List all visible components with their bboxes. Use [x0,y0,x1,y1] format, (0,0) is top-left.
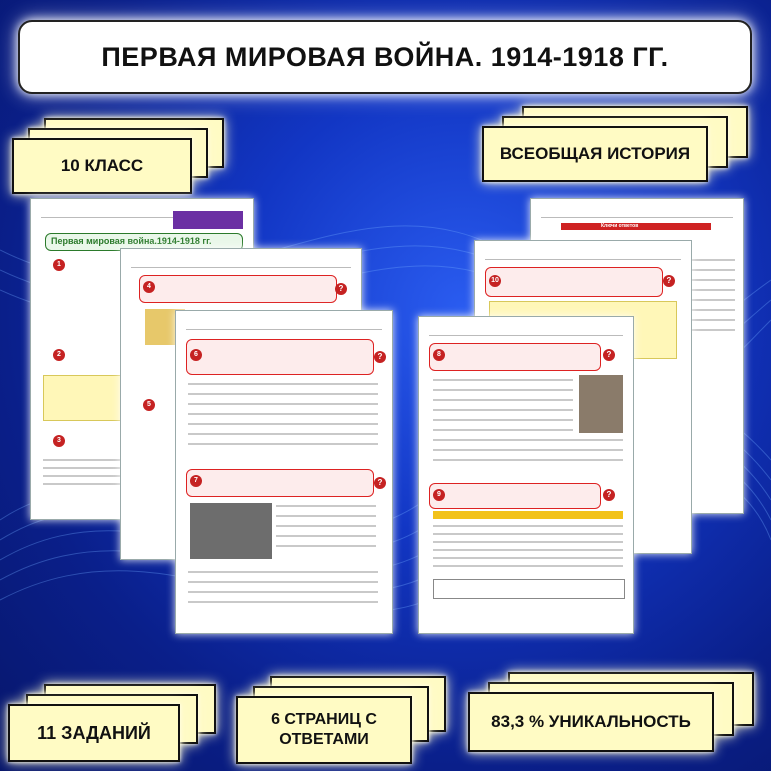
portrait-photo [579,375,623,433]
task-number: 7 [190,475,202,487]
task-number: 5 [143,399,155,411]
worksheet-page-3 [175,310,393,634]
question-icon: ? [603,349,615,361]
task-number: 10 [489,275,501,287]
task-section [429,343,601,371]
task-section [485,267,663,297]
pages-label: 6 СТРАНИЦ С ОТВЕТАМИ [236,696,412,764]
war-photo [190,503,272,559]
question-icon: ? [603,489,615,501]
tasks-badge [8,684,214,764]
worksheet-page-5 [418,316,634,634]
task-section [139,275,337,303]
answer-key-title: Ключи ответов [601,223,639,229]
page-header [131,255,351,268]
task-number: 9 [433,489,445,501]
page-header [541,205,733,218]
task-number: 3 [53,435,65,447]
question-icon: ? [335,283,347,295]
page-header [186,317,382,330]
task-section [186,339,374,375]
grade-badge [12,118,224,196]
uniqueness-badge [468,672,756,758]
page-title: ПЕРВАЯ МИРОВАЯ ВОЙНА. 1914-1918 ГГ. [101,41,669,72]
task-number: 4 [143,281,155,293]
task-number: 8 [433,349,445,361]
subject-badge [482,106,750,186]
subject-label: ВСЕОБЩАЯ ИСТОРИЯ [482,126,708,182]
question-icon: ? [374,351,386,363]
grade-label: 10 КЛАСС [12,138,192,194]
task-section [429,483,601,509]
task-section [186,469,374,497]
table-header [433,511,623,519]
task-number: 1 [53,259,65,271]
question-icon: ? [663,275,675,287]
title-banner [18,20,752,94]
page-header [429,323,623,336]
question-icon: ? [374,477,386,489]
tasks-label: 11 ЗАДАНИЙ [8,704,180,762]
task-number: 6 [190,349,202,361]
answer-grid [433,579,625,599]
uniqueness-label: 83,3 % УНИКАЛЬНОСТЬ [468,692,714,752]
page-label-box [173,211,243,229]
worksheet-title: Первая мировая война.1914-1918 гг. [51,236,212,246]
task-number: 2 [53,349,65,361]
pages-badge [236,676,446,766]
page-header [485,247,681,260]
